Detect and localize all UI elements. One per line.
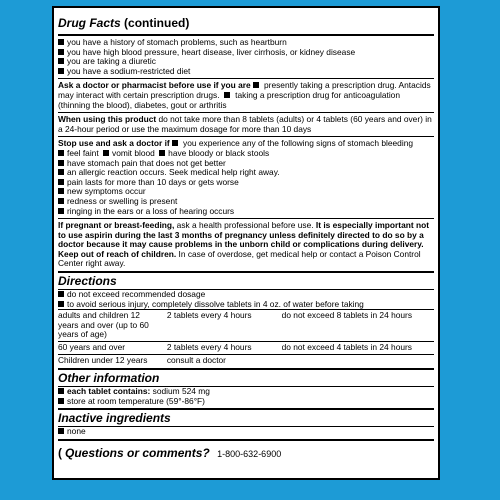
bullet-icon <box>58 291 64 297</box>
bullet-icon <box>58 188 64 194</box>
bullet-icon <box>58 208 64 214</box>
list-item: none <box>58 427 434 437</box>
questions-section <box>58 441 434 464</box>
bullet-icon <box>58 198 64 204</box>
phone-icon: ( <box>58 446 62 460</box>
list-item: do not exceed recommended dosage <box>58 290 434 300</box>
inactive-ingredients-title: Inactive ingredients <box>58 411 171 426</box>
directions-table <box>58 310 434 366</box>
pregnancy-section: If pregnant or breast-feeding, ask a health professional before use. It is especially important not to use aspirin during the last 3 months of pregnancy unless definitely directed to do so by a doctor because it may cause problems in the unborn child or complications during delivery. Keep out of reach of children. In case of overdose, get medical help or contact a Poison Control Center right away. <box>58 220 429 269</box>
list-item: each tablet contains: sodium 524 mg <box>58 387 434 397</box>
phone-number: 1-800-632-6900 <box>217 449 282 459</box>
stop-use-section: Stop use and ask a doctor if you experience any of the following signs of stomach bleeding feel faint vomit blood have bloody or black stools have stomach pain that does not get better an allergic reaction occurs. Seek medical help right away. pain lasts for more than 10 days or gets worse new symptoms occur redness or swelling is present ringing in the ears or a loss of hearing occurs <box>58 137 434 218</box>
list-item: store at room temperature (59°-86°F) <box>58 397 434 407</box>
list-item: an allergic reaction occurs. Seek medical help right away. <box>58 168 434 178</box>
when-using-section: When using this product do not take more than 8 tablets (adults) or 4 tablets (60 years and over) in a 24-hour period or use the maximum dosage for more than 10 days <box>58 114 432 134</box>
list-item: to avoid serious injury, completely dissolve tablets in 4 oz. of water before taking <box>58 300 434 310</box>
questions-label: Questions or comments? <box>65 446 210 460</box>
bullet-icon <box>224 92 230 98</box>
bullet-icon <box>58 301 64 307</box>
list-item: have stomach pain that does not get better <box>58 159 434 169</box>
bullet-icon <box>58 428 64 434</box>
directions-title: Directions <box>58 274 117 289</box>
bullet-icon <box>58 169 64 175</box>
bullet-icon <box>58 49 64 55</box>
ask-doctor-section: Ask a doctor or pharmacist before use if you are presently taking a prescription drug. Antacids may interact with certain prescription drugs. taking a prescription drug for anticoagulation (thinning the blood), diabetes, gout or arthritis <box>58 80 431 110</box>
list-item: new symptoms occur <box>58 187 434 197</box>
list-item: feel faint vomit blood have bloody or black stools <box>58 149 434 159</box>
bullet-icon <box>172 140 178 146</box>
bullet-icon <box>58 150 64 156</box>
inactive-ingredients-section <box>58 410 434 439</box>
list-item: pain lasts for more than 10 days or gets worse <box>58 178 434 188</box>
bullet-icon <box>58 58 64 64</box>
table-row: adults and children 12 years and over (up to 60 years of age) 2 tablets every 4 hours do not exceed 8 tablets in 24 hours <box>58 310 413 340</box>
bullet-icon <box>58 388 64 394</box>
bullet-icon <box>58 68 64 74</box>
drug-facts-panel <box>52 6 440 480</box>
list-item: you have a history of stomach problems, such as heartburn <box>58 38 434 48</box>
bullet-icon <box>103 150 109 156</box>
list-item: you have high blood pressure, heart disease, liver cirrhosis, or kidney disease <box>58 48 434 58</box>
bullet-icon <box>58 398 64 404</box>
bullet-icon <box>58 160 64 166</box>
table-row: 60 years and over 2 tablets every 4 hours do not exceed 4 tablets in 24 hours <box>58 342 412 353</box>
warnings-intro-list <box>58 36 434 78</box>
other-information-title: Other information <box>58 371 160 386</box>
directions-section <box>58 273 434 368</box>
drug-facts-title: Drug Facts <box>58 16 121 30</box>
list-item: redness or swelling is present <box>58 197 434 207</box>
bullet-icon <box>58 179 64 185</box>
bullet-icon <box>253 82 259 88</box>
other-information-section <box>58 370 434 408</box>
table-row: Children under 12 years consult a doctor <box>58 354 226 365</box>
drug-facts-header <box>58 8 434 34</box>
drug-facts-continued: (continued) <box>120 16 190 30</box>
bullet-icon <box>58 39 64 45</box>
list-item: ringing in the ears or a loss of hearing occurs <box>58 207 434 217</box>
list-item: you have a sodium-restricted diet <box>58 67 434 77</box>
list-item: you are taking a diuretic <box>58 57 434 67</box>
bullet-icon <box>159 150 165 156</box>
